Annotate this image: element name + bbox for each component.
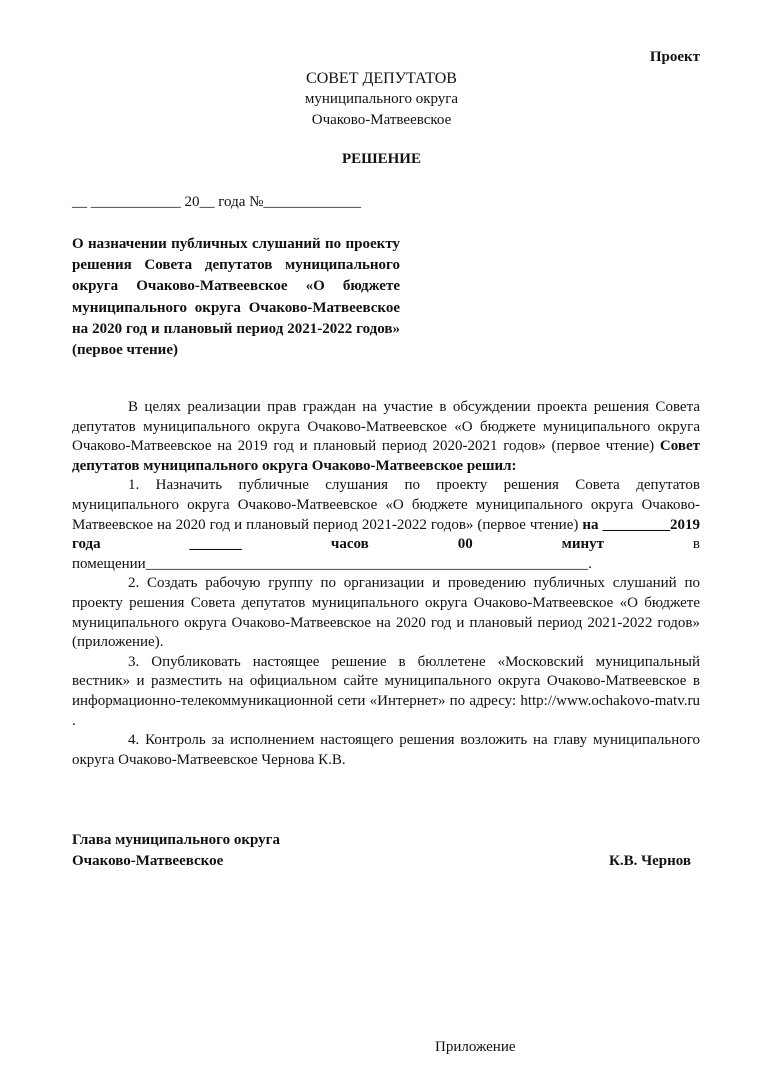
document-type: РЕШЕНИЕ <box>342 151 421 167</box>
item-1-text: 1. Назначить публичные слушания по проекту решения Совета депутатов муниципального округа Очаково-Матвеевское «О бюджете муниципального округа Очаково-Матвеевское на 2020 год и плановый период 2021-2022 годов» (первое чтение) <box>72 477 700 533</box>
draft-stamp: Проект <box>649 49 700 65</box>
item-3: 3. Опубликовать настоящее решение в бюллетене «Московский муниципальный вестник» и разместить на официальном сайте муниципального округа Очаково-Матвеевское в информационно-телекоммуникационной сети «Интернет» по адресу: http://www.ochakovo-matv.ru . <box>72 653 700 729</box>
preamble-resolution: Совет депутатов муниципального округа Очаково-Матвеевское решил: <box>72 438 700 474</box>
item-1-datetime: на _________2019 года _______ часов 00 минут <box>72 516 700 553</box>
date-number-line: __ ____________ 20__ года №_____________ <box>72 194 361 210</box>
preamble-text: В целях реализации прав граждан на участие в обсуждении проекта решения Совета депутатов муниципального округа Очаково-Матвеевское «О бюджете муниципального округа Очаково-Матвеевское на 2019 год и плановый период 2020-2021 годов» (первое чтение) <box>72 399 700 455</box>
district-name: Очаково-Матвеевское <box>311 112 452 128</box>
district-line: муниципального округа <box>304 91 459 107</box>
council-title: СОВЕТ ДЕПУТАТОВ <box>306 70 457 87</box>
item-1-place: в помещении___________________________________________________________. <box>72 536 700 572</box>
signature-title-1: Глава муниципального округа <box>72 832 280 848</box>
item-1 <box>72 476 700 574</box>
subject-title: О назначении публичных слушаний по проекту решения Совета депутатов муниципального округа Очаково-Матвеевское «О бюджете муниципального округа Очаково-Матвеевское на 2020 год и плановый период 2021-2022 годов» (первое чтение) <box>72 236 400 359</box>
preamble <box>72 398 700 476</box>
decision-body <box>72 398 700 770</box>
signature-name: К.В. Чернов <box>608 853 691 869</box>
item-4: 4. Контроль за исполнением настоящего решения возложить на главу муниципального округа Очаково-Матвеевское Чернова К.В. <box>72 732 700 768</box>
signature-title-2: Очаково-Матвеевское <box>72 853 224 869</box>
item-2: 2. Создать рабочую группу по организации и проведению публичных слушаний по проекту решения Совета депутатов муниципального округа Очаково-Матвеевское «О бюджете муниципального округа Очаково-Матвеевское на 2020 год и плановый период 2021-2022 годов» (приложение). <box>72 575 700 651</box>
appendix-label: Приложение <box>435 1039 516 1055</box>
